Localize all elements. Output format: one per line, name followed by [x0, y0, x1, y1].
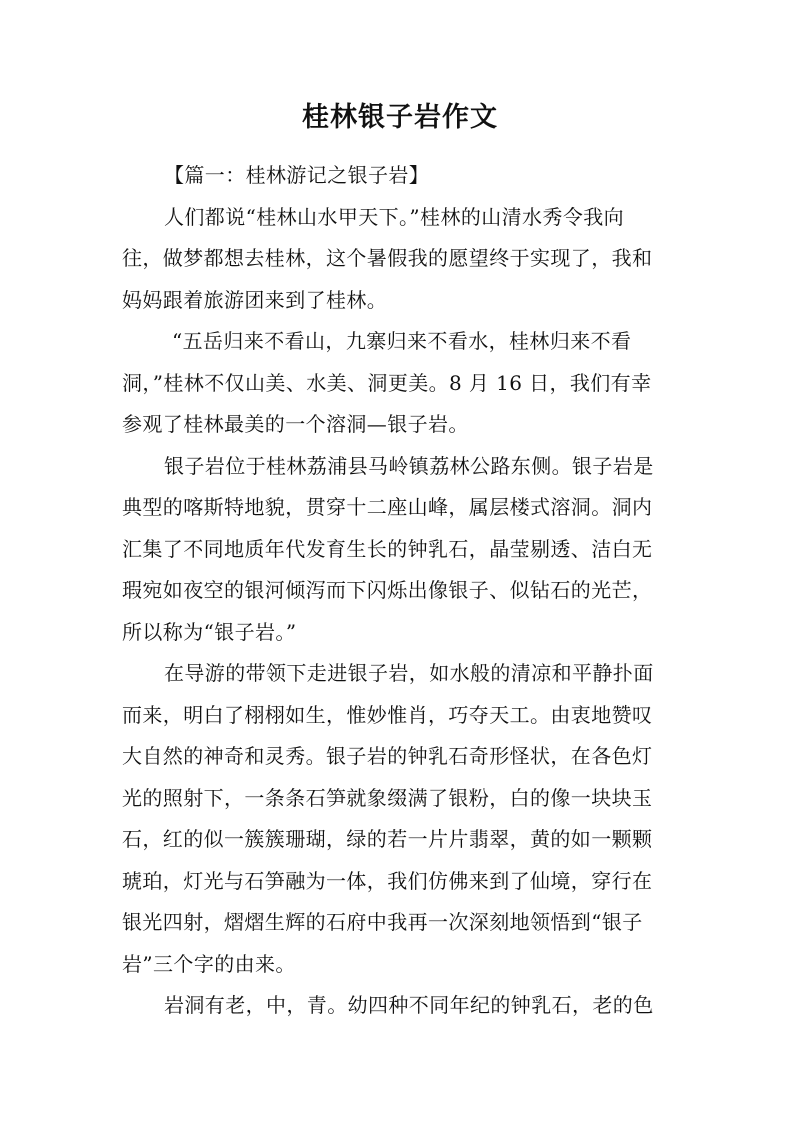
text-line: 参观了桂林最美的一个溶洞—银子岩。	[122, 412, 469, 436]
text-line: 石，红的似一簇簇珊瑚，绿的若一片片翡翠，黄的如一颗颗	[122, 827, 653, 851]
text-line: 瑕宛如夜空的银河倾泻而下闪烁出像银子、似钻石的光芒，	[122, 578, 653, 602]
text-line: 往，做梦都想去桂林，这个暑假我的愿望终于实现了，我和	[122, 246, 653, 270]
document-body	[122, 155, 690, 1027]
paragraph-4	[122, 653, 690, 985]
text-line: 光的照射下，一条条石笋就象缀满了银粉，白的像一块块玉	[122, 785, 653, 810]
section-heading: 【篇一：桂林游记之银子岩】	[164, 163, 430, 187]
document-title: 桂林银子岩作文	[302, 102, 498, 133]
paragraph-2	[122, 321, 690, 446]
text-line: 银子岩位于桂林荔浦县马岭镇荔林公路东侧。银子岩是	[164, 453, 654, 478]
text-line: 琥珀，灯光与石笋融为一体，我们仿佛来到了仙境，穿行在	[122, 868, 653, 893]
text-line: 岩”三个字的由来。	[122, 951, 296, 976]
text-line: 大自然的神奇和灵秀。银子岩的钟乳石奇形怪状，在各色灯	[122, 744, 653, 768]
text-line: 而来，明白了栩栩如生，惟妙惟肖，巧夺天工。由衷地赞叹	[122, 702, 653, 727]
text-line: 银光四射，熠熠生辉的石府中我再一次深刻地领悟到“银子	[122, 910, 643, 934]
text-line: 汇集了不同地质年代发育生长的钟乳石，晶莹剔透、洁白无	[122, 536, 653, 561]
text-line: 在导游的带领下走进银子岩，如水般的清凉和平静扑面	[164, 661, 654, 685]
text-line: 典型的喀斯特地貌，贯穿十二座山峰，属层楼式溶洞。洞内	[122, 495, 653, 519]
text-line: 人们都说“桂林山水甲天下。”桂林的山清水秀令我向	[164, 204, 625, 229]
paragraph-3	[122, 446, 690, 654]
paragraph-1	[122, 197, 690, 322]
text-line: 所以称为“银子岩。”	[122, 619, 297, 644]
text-line: “五岳归来不看山，九寨归来不看水，桂林归来不看	[172, 329, 632, 353]
text-line: 洞，”桂林不仅山美、水美、洞更美。8 月 16 日，我们有幸	[122, 370, 652, 395]
paragraph-5	[122, 985, 690, 1027]
text-line: 岩洞有老，中，青。幼四种不同年纪的钟乳石，老的色	[164, 993, 654, 1017]
text-line: 妈妈跟着旅游团来到了桂林。	[122, 287, 388, 312]
